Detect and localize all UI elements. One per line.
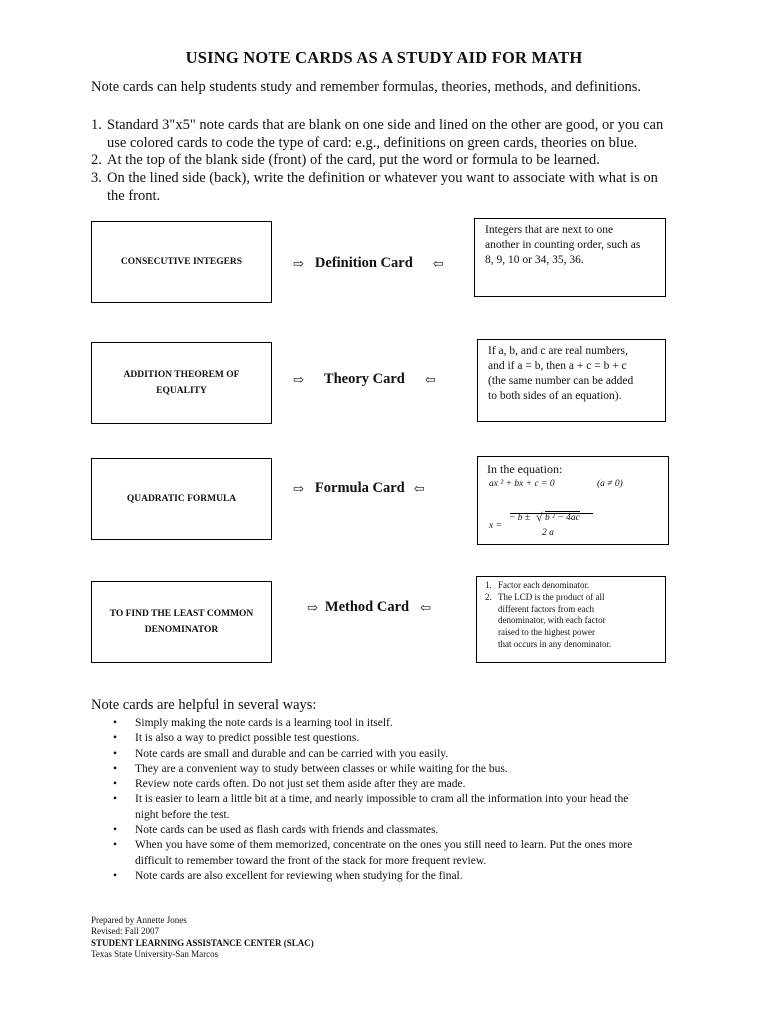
method-card-label xyxy=(307,599,431,616)
step-number: 2. xyxy=(91,152,102,168)
step-text-line: use colored cards to code the type of card: e.g., definitions on green cards, theories on blue. xyxy=(107,135,638,151)
left-arrow-icon: ⇦ xyxy=(420,599,431,615)
list-item-text: night before the test. xyxy=(135,808,230,821)
intro-paragraph: Note cards can help students study and remember formulas, theories, methods, and definitions. xyxy=(91,79,642,95)
card-front-text: DENOMINATOR xyxy=(144,625,219,635)
definition-card-front xyxy=(91,221,272,303)
bullet-icon: • xyxy=(113,717,118,729)
theory-card-front xyxy=(91,342,272,424)
definition-card-back xyxy=(474,218,666,297)
footer-center-name: STUDENT LEARNING ASSISTANCE CENTER (SLAC) xyxy=(91,937,314,948)
step-number: 3. xyxy=(91,170,102,186)
list-item xyxy=(108,777,698,792)
right-arrow-icon: ⇨ xyxy=(293,480,304,496)
card-back-line: In the equation: xyxy=(487,462,563,476)
right-arrow-icon: ⇨ xyxy=(307,599,318,615)
radicand: b ² − 4ac xyxy=(545,513,580,523)
left-arrow-icon: ⇦ xyxy=(424,371,436,387)
quadratic-equation: ax ² + bx + c = 0 xyxy=(489,479,555,489)
list-item xyxy=(108,731,698,746)
card-front-text: EQUALITY xyxy=(156,386,207,396)
step-3 xyxy=(91,169,701,205)
formula-card-label xyxy=(293,480,425,497)
method-step xyxy=(485,592,657,651)
method-step-line: raised to the highest power xyxy=(498,627,595,638)
step-text-line: the front. xyxy=(107,188,161,204)
page-title: USING NOTE CARDS AS A STUDY AID FOR MATH xyxy=(185,48,583,67)
card-front-text: QUADRATIC FORMULA xyxy=(126,494,237,504)
step-1 xyxy=(91,116,701,152)
bullet-icon: • xyxy=(113,824,118,837)
card-back-line: to both sides of an equation). xyxy=(488,390,622,402)
card-back-line: (the same number can be added xyxy=(488,375,634,387)
list-item-text: Note cards are small and durable and can be carried with you easily. xyxy=(135,747,449,760)
list-item-text: It is easier to learn a little bit at a time, and nearly impossible to cram all the information into your head the xyxy=(135,793,629,806)
card-back-line: another in counting order, such as xyxy=(485,239,641,251)
method-step-line: different factors from each xyxy=(498,603,595,614)
theory-card-label xyxy=(293,371,436,388)
card-front-text: TO FIND THE LEAST COMMON xyxy=(109,609,254,619)
list-item-text: Simply making the note cards is a learning tool in itself. xyxy=(135,717,393,729)
definition-card-label xyxy=(293,255,444,272)
footer-prepared-by: Prepared by Annette Jones xyxy=(91,915,187,925)
list-item-text: They are a convenient way to study between classes or while waiting for the bus. xyxy=(135,762,508,775)
bullet-icon: • xyxy=(113,732,118,745)
bullet-icon: • xyxy=(113,747,118,760)
list-item-text: It is also a way to predict possible test questions. xyxy=(135,732,360,745)
card-back-line: and if a = b, then a + c = b + c xyxy=(488,360,627,372)
left-arrow-icon: ⇦ xyxy=(413,480,425,496)
bullet-icon: • xyxy=(113,839,118,852)
bullet-icon: • xyxy=(113,793,118,806)
method-card-back xyxy=(476,576,666,663)
right-arrow-icon: ⇨ xyxy=(293,371,304,387)
method-step-number: 2. xyxy=(485,591,492,602)
list-item-text: When you have some of them memorized, concentrate on the ones you still need to learn. Put the ones more xyxy=(135,839,633,852)
card-type-label: Method Card xyxy=(324,599,410,615)
list-item-text: Note cards are also excellent for reviewing when studying for the final. xyxy=(135,869,463,882)
method-step-line: Factor each denominator. xyxy=(498,580,590,590)
method-step-line: The LCD is the product of all xyxy=(498,591,605,602)
right-arrow-icon: ⇨ xyxy=(293,255,304,271)
card-back-line: 8, 9, 10 or 34, 35, 36. xyxy=(485,254,584,266)
list-item xyxy=(108,747,698,762)
method-step-number: 1. xyxy=(485,580,492,590)
step-text-line: At the top of the blank side (front) of the card, put the word or formula to be learned. xyxy=(107,152,600,168)
nonzero-condition: (a ≠ 0) xyxy=(597,479,623,489)
method-step-line: denominator, with each factor xyxy=(498,615,606,626)
bullet-icon: • xyxy=(113,869,118,882)
card-back-line: If a, b, and c are real numbers, xyxy=(488,345,628,357)
formula-denominator: 2 a xyxy=(542,528,554,538)
footer-university: Texas State University-San Marcos xyxy=(91,948,219,959)
tips-list xyxy=(108,716,698,884)
list-item-text: difficult to remember toward the front of the stack for more frequent review. xyxy=(135,854,487,867)
footer-revised: Revised: Fall 2007 xyxy=(91,926,159,937)
bullet-icon: • xyxy=(113,778,118,791)
card-type-label: Formula Card xyxy=(314,480,405,496)
card-front-text: CONSECUTIVE INTEGERS xyxy=(120,257,243,267)
card-front-text: ADDITION THEOREM OF xyxy=(123,370,240,380)
square-root-icon: √ xyxy=(536,510,543,524)
helpful-heading: Note cards are helpful in several ways: xyxy=(91,697,317,713)
list-item xyxy=(108,716,698,731)
formula-card-back xyxy=(477,456,669,545)
method-card-front xyxy=(91,581,272,663)
step-2 xyxy=(91,151,701,169)
step-text-line: Standard 3"x5" note cards that are blank on one side and lined on the other are good, or you can xyxy=(107,117,664,133)
list-item xyxy=(108,869,698,884)
method-step xyxy=(485,580,657,592)
footer xyxy=(91,915,314,960)
card-back-line: Integers that are next to one xyxy=(485,224,614,236)
list-item-text: Note cards can be used as flash cards with friends and classmates. xyxy=(135,824,439,837)
formula-lhs: x = xyxy=(489,521,503,531)
formula-card-front xyxy=(91,458,272,540)
method-step-line: that occurs in any denominator. xyxy=(498,638,612,649)
theory-card-back xyxy=(477,339,666,422)
step-number: 1. xyxy=(91,117,102,133)
step-text-line: On the lined side (back), write the definition or whatever you want to associate with what is on xyxy=(107,170,658,186)
list-item-text: Review note cards often. Do not just set them aside after they are made. xyxy=(135,778,466,791)
left-arrow-icon: ⇦ xyxy=(432,255,444,271)
list-item xyxy=(108,838,698,869)
bullet-icon: • xyxy=(113,762,118,775)
list-item xyxy=(108,823,698,838)
card-type-label: Definition Card xyxy=(314,255,413,271)
formula-numerator-prefix: − b ± xyxy=(509,513,531,523)
card-type-label: Theory Card xyxy=(323,371,405,387)
list-item xyxy=(108,762,698,777)
list-item xyxy=(108,792,698,823)
